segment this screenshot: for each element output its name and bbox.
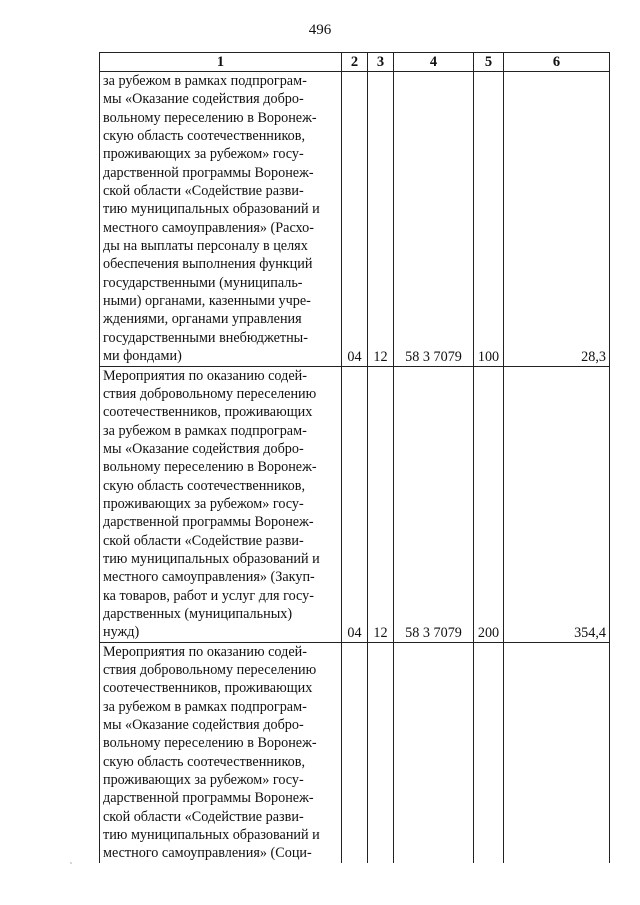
column-header-6: 6 bbox=[504, 53, 610, 72]
column-header-1: 1 bbox=[100, 53, 342, 72]
section-code: 04 bbox=[342, 72, 368, 367]
budget-table bbox=[99, 52, 610, 863]
table-row bbox=[100, 366, 610, 642]
page-number: 496 bbox=[308, 22, 332, 38]
row-description: Мероприятия по оказанию содей- ствия добровольному переселению соотечественников, проживающих за рубежом в рамках подпрограм- мы «Оказание содействия добро- вольному переселению в Воронеж- скую область соотечественников, проживающих за рубежом» госу- дарственной программы Воронеж- ской области «Содействие разви- тию муниципальных образований и местного самоуправления» (Закуп- ка товаров, работ и услуг для госу- дарственных (муниципальных) нужд) bbox=[100, 366, 342, 642]
table-row bbox=[100, 72, 610, 367]
column-header-2: 2 bbox=[342, 53, 368, 72]
amount-value: 354,4 bbox=[504, 366, 610, 642]
expense-type-code: 100 bbox=[474, 72, 504, 367]
row-description: за рубежом в рамках подпрограм- мы «Оказание содействия добро- вольному переселению в Воронеж- скую область соотечественников, проживающих за рубежом» госу- дарственной программы Воронеж- ской области «Содействие разви- тию муниципальных образований и местного самоуправления» (Расхо- ды на выплаты персоналу в целях обеспечения выполнения функций государственными (муниципаль- ными) органами, казенными учре- ждениями, органами управления государственными внебюджетны- ми фондами) bbox=[100, 72, 342, 367]
subsection-code: 12 bbox=[368, 72, 394, 367]
scan-speck bbox=[70, 862, 72, 864]
table-row bbox=[100, 642, 610, 863]
expense-type-code: 200 bbox=[474, 366, 504, 642]
amount-value: 28,3 bbox=[504, 72, 610, 367]
subsection-code bbox=[368, 642, 394, 863]
table-header-row bbox=[100, 53, 610, 72]
section-code: 04 bbox=[342, 366, 368, 642]
expense-type-code bbox=[474, 642, 504, 863]
row-description: Мероприятия по оказанию содей- ствия добровольному переселению соотечественников, проживающих за рубежом в рамках подпрограм- мы «Оказание содействия добро- вольному переселению в Воронеж- скую область соотечественников, проживающих за рубежом» госу- дарственной программы Воронеж- ской области «Содействие разви- тию муниципальных образований и местного самоуправления» (Соци- bbox=[100, 642, 342, 863]
column-header-4: 4 bbox=[394, 53, 474, 72]
section-code bbox=[342, 642, 368, 863]
target-article-code: 58 3 7079 bbox=[394, 72, 474, 367]
target-article-code: 58 3 7079 bbox=[394, 366, 474, 642]
subsection-code: 12 bbox=[368, 366, 394, 642]
amount-value bbox=[504, 642, 610, 863]
column-header-3: 3 bbox=[368, 53, 394, 72]
column-header-5: 5 bbox=[474, 53, 504, 72]
target-article-code bbox=[394, 642, 474, 863]
